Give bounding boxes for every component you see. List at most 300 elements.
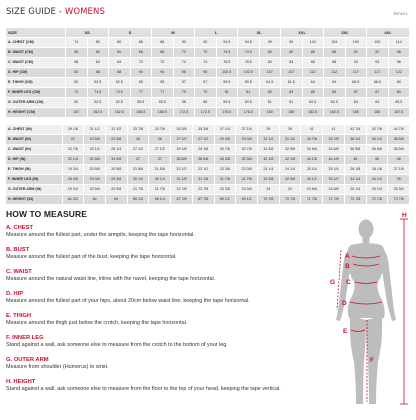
- table-cell: 27 1/8: [388, 165, 410, 175]
- table-cell: 81: [238, 88, 260, 98]
- table-cell: 33 1/2: [301, 175, 323, 185]
- table-cell: 182.5: [324, 108, 346, 118]
- row-label: A. CHEST (IN): [6, 125, 62, 135]
- size-header: 4XL: [367, 28, 410, 38]
- measure-text: Stand against a wall, ask someone else to measure from the crotch to the bottom of your leg.: [6, 342, 228, 348]
- table-cell: 22 1/2: [171, 165, 193, 175]
- how-to-measure-title: HOW TO MEASURE: [6, 209, 88, 219]
- table-cell: 187.5: [388, 108, 410, 118]
- table-cell: 94: [152, 68, 174, 78]
- table-cell: 32 1/4: [62, 155, 84, 165]
- measure-outer-arm: [6, 357, 306, 370]
- measure-text: Measure around the thigh just below the crotch, keeping the tape horizontal.: [6, 320, 188, 326]
- table-cell: 27 1/2: [149, 145, 171, 155]
- table-cell: 185: [345, 108, 367, 118]
- table-cell: 38 5/8: [388, 135, 410, 145]
- table-row: [6, 78, 410, 88]
- table-cell: 64: [109, 58, 131, 68]
- table-cell: 56: [66, 48, 88, 58]
- row-label: C. WAIST (CM): [6, 58, 66, 68]
- table-cell: 114: [388, 38, 410, 48]
- table-cell: 78.5: [238, 58, 260, 68]
- table-cell: 57: [173, 78, 195, 88]
- table-row: [6, 175, 410, 185]
- table-cell: 24: [279, 185, 301, 195]
- table-cell: 59.5: [238, 98, 260, 108]
- table-cell: 19 3/4: [62, 165, 84, 175]
- table-cell: 93: [345, 58, 367, 68]
- table-cell: 64: [87, 58, 109, 68]
- table-cell: 55: [152, 78, 174, 88]
- table-cell: 94: [130, 68, 152, 78]
- table-cell: 30 7/8: [236, 145, 258, 155]
- table-cell: 39: [257, 125, 279, 135]
- table-cell: 38 5/8: [192, 155, 214, 165]
- table-cell: 52.5: [87, 98, 109, 108]
- table-cell: 26 1/8: [344, 165, 366, 175]
- table-cell: 66.5: [345, 78, 367, 88]
- row-label: E. THIGH (IN): [6, 165, 62, 175]
- table-cell: 65.5: [388, 98, 410, 108]
- body-silhouette: [336, 220, 396, 405]
- table-cell: 36 1/4: [344, 135, 366, 145]
- table-cell: 38 5/8: [171, 155, 193, 165]
- marker-h: H: [402, 212, 407, 219]
- table-cell: 25 1/4: [84, 145, 106, 155]
- table-cell: 33 7/8: [127, 125, 149, 135]
- table-cell: 44 7/8: [388, 125, 410, 135]
- table-cell: 88: [324, 58, 346, 68]
- measure-heading: D. HIP: [6, 291, 24, 297]
- table-cell: 32 5/8: [257, 175, 279, 185]
- table-cell: 27 1/2: [127, 145, 149, 155]
- table-cell: 27 1/2: [171, 135, 193, 145]
- table-cell: 78.5: [216, 58, 238, 68]
- table-row: [6, 165, 410, 175]
- table-cell: 61.5: [281, 78, 303, 88]
- table-cell: 66 1/4: [127, 195, 149, 205]
- measure-heading: C. WAIST: [6, 269, 32, 275]
- table-cell: 46: [366, 155, 388, 165]
- table-cell: 86: [324, 48, 346, 58]
- table-cell: 23 3/8: [236, 165, 258, 175]
- table-cell: 55.5: [130, 98, 152, 108]
- table-cell: 52.5: [87, 78, 109, 88]
- row-label: A. CHEST (CM): [6, 38, 66, 48]
- table-cell: 19 3/4: [62, 185, 84, 195]
- table-cell: 157: [66, 108, 88, 118]
- table-cell: 185: [367, 108, 389, 118]
- table-cell: 81: [216, 88, 238, 98]
- table-cell: 74.5: [238, 48, 260, 58]
- table-row: [6, 48, 410, 58]
- page-header: [6, 7, 410, 21]
- table-cell: 32 5/8: [279, 145, 301, 155]
- row-label: C. WAIST (IN): [6, 145, 62, 155]
- table-cell: 57: [195, 78, 217, 88]
- marker-f: F: [370, 357, 374, 364]
- body-measurement-figure: [316, 212, 410, 417]
- measure-text: Measure from shoulder (Humerus) to wrist.: [6, 364, 109, 370]
- page-title: [6, 7, 410, 17]
- table-cell: 122: [388, 68, 410, 78]
- table-cell: 58: [66, 58, 88, 68]
- table-cell: 98: [173, 68, 195, 78]
- table-cell: 22 7/8: [171, 185, 193, 195]
- table-cell: 25 3/4: [388, 185, 410, 195]
- table-cell: 61.5: [259, 78, 281, 88]
- table-cell: 34 5/8: [105, 155, 127, 165]
- table-cell: 83: [281, 88, 303, 98]
- table-cell: 64: [324, 78, 346, 88]
- table-cell: 30 1/4: [127, 175, 149, 185]
- table-cell: 36 1/4: [366, 135, 388, 145]
- table-cell: 21 7/8: [127, 185, 149, 195]
- table-cell: 35 3/8: [171, 125, 193, 135]
- table-cell: 23 3/8: [214, 165, 236, 175]
- table-cell: 71 7/8: [323, 195, 345, 205]
- table-cell: 102.5: [238, 68, 260, 78]
- table-cell: 46: [344, 155, 366, 165]
- size-header: L: [195, 28, 238, 38]
- table-cell: 37: [127, 155, 149, 165]
- table-cell: 25 1/4: [323, 165, 345, 175]
- table-cell: 30 7/8: [214, 145, 236, 155]
- table-cell: 92: [367, 48, 389, 58]
- table-cell: 82: [66, 68, 88, 78]
- measure-text: Stand against a wall, ask someone else to measure from the floor to the top of your head, keeping the tape vertical.: [6, 386, 281, 392]
- size-header: M: [152, 28, 195, 38]
- table-row: [6, 145, 410, 155]
- table-cell: 88: [302, 58, 324, 68]
- table-cell: 29 3/8: [214, 135, 236, 145]
- table-cell: 80: [259, 48, 281, 58]
- table-cell: 59.5: [216, 98, 238, 108]
- table-cell: 29 3/8: [105, 175, 127, 185]
- size-table-in: [6, 125, 410, 205]
- table-cell: 27 1/2: [192, 135, 214, 145]
- marker-b: B: [345, 263, 350, 270]
- table-cell: 21 7/8: [149, 185, 171, 195]
- row-label: H. HEIGHT (IN): [6, 195, 62, 205]
- table-cell: 50: [66, 98, 88, 108]
- table-cell: 26: [127, 135, 149, 145]
- measure-bust: [6, 247, 306, 260]
- table-cell: 23 3/8: [236, 185, 258, 195]
- cm-table-body: [6, 38, 410, 118]
- table-cell: 70 7/8: [257, 195, 279, 205]
- table-row: [6, 98, 410, 108]
- table-cell: 85: [324, 88, 346, 98]
- table-cell: 182.5: [302, 108, 324, 118]
- table-cell: 25 1/4: [366, 185, 388, 195]
- table-cell: 90: [195, 38, 217, 48]
- table-cell: 87: [367, 88, 389, 98]
- table-row: [6, 58, 410, 68]
- title-prefix: SIZE GUIDE -: [6, 7, 65, 17]
- table-cell: 48: [388, 155, 410, 165]
- table-cell: 70: [152, 58, 174, 68]
- size-unit-label: SIZE: [6, 28, 66, 38]
- table-cell: 37 1/4: [214, 125, 236, 135]
- size-header: XL: [238, 28, 281, 38]
- table-cell: 52.5: [109, 78, 131, 88]
- table-cell: 34 1/4: [366, 175, 388, 185]
- table-cell: 117: [345, 68, 367, 78]
- table-cell: 62.5: [302, 98, 324, 108]
- table-cell: 24 5/8: [301, 185, 323, 195]
- table-cell: 20 5/8: [84, 185, 106, 195]
- table-cell: 88: [109, 68, 131, 78]
- table-cell: 31 1/2: [84, 125, 106, 135]
- table-cell: 61: [281, 98, 303, 108]
- table-cell: 80: [87, 38, 109, 48]
- table-cell: 72 7/8: [344, 195, 366, 205]
- table-cell: 52.5: [109, 98, 131, 108]
- table-cell: 74: [195, 58, 217, 68]
- marker-c: C: [346, 279, 351, 286]
- table-row: [6, 88, 410, 98]
- measure-text: Measure around the natural waist line, inline with the navel, keeping the tape horizontal.: [6, 276, 216, 282]
- measure-text: Measure around the fullest part of your hips, about 20cm below waist line, keeping the tape horizontal.: [6, 298, 250, 304]
- table-cell: 33 7/8: [323, 135, 345, 145]
- measure-heading: G. OUTER ARM: [6, 357, 49, 363]
- table-cell: 25 1/4: [105, 145, 127, 155]
- table-cell: 28 3/8: [62, 175, 84, 185]
- table-cell: 102.5: [216, 68, 238, 78]
- table-cell: 40 3/8: [214, 155, 236, 165]
- table-cell: 32 5/8: [257, 145, 279, 155]
- table-row: [6, 195, 410, 205]
- row-label: D. HIP (IN): [6, 155, 62, 165]
- table-cell: 71 7/8: [301, 195, 323, 205]
- table-cell: 73 7/8: [388, 195, 410, 205]
- row-label: F. INNER LEG (CM): [6, 88, 66, 98]
- table-cell: 74.5: [109, 88, 131, 98]
- table-cell: 117: [367, 68, 389, 78]
- table-cell: 29 1/8: [192, 145, 214, 155]
- table-cell: 85: [302, 88, 324, 98]
- measure-heading: B. BUST: [6, 247, 30, 253]
- table-cell: 64: [84, 195, 106, 205]
- table-cell: 38 5/8: [388, 145, 410, 155]
- row-label: B. WAIST (IN): [6, 135, 62, 145]
- measure-heading: F. INNER LEG: [6, 335, 44, 341]
- row-label: F. INNER LEG (IN): [6, 175, 62, 185]
- table-cell: 25 1/4: [344, 185, 366, 195]
- table-cell: 168.5: [130, 108, 152, 118]
- table-cell: 34 5/8: [301, 145, 323, 155]
- table-cell: 34 5/8: [323, 145, 345, 155]
- table-cell: 31 1/2: [279, 135, 301, 145]
- table-cell: 36 5/8: [344, 145, 366, 155]
- table-cell: 58: [195, 98, 217, 108]
- brand-mark: REVO1: [393, 11, 408, 16]
- table-cell: 44 1/8: [323, 155, 345, 165]
- table-cell: 94.5: [238, 38, 260, 48]
- table-cell: 67 7/8: [192, 195, 214, 205]
- table-cell: 37 1/4: [236, 125, 258, 135]
- table-cell: 29 3/8: [84, 175, 106, 185]
- table-cell: 86: [152, 38, 174, 48]
- table-cell: 31 1/2: [105, 125, 127, 135]
- measure-inner-leg: [6, 335, 306, 348]
- measure-heading: H. HEIGHT: [6, 379, 36, 385]
- row-label: E. THIGH (CM): [6, 78, 66, 88]
- table-cell: 70: [173, 48, 195, 58]
- table-cell: 86: [302, 48, 324, 58]
- table-cell: 33 7/8: [149, 125, 171, 135]
- size-table-cm: [6, 28, 410, 118]
- table-cell: 37: [149, 155, 171, 165]
- table-cell: 77: [152, 88, 174, 98]
- table-cell: 50: [66, 78, 88, 88]
- measure-height: [6, 379, 306, 392]
- table-cell: 33 7/8: [301, 135, 323, 145]
- table-cell: 89: [388, 88, 410, 98]
- table-cell: 69: [388, 78, 410, 88]
- table-cell: 60: [109, 48, 131, 58]
- row-label: G. OUTER ARM (CM): [6, 98, 66, 108]
- table-cell: 40 3/8: [236, 155, 258, 165]
- table-cell: 25 1/4: [301, 165, 323, 175]
- measure-thigh: [6, 313, 306, 326]
- table-cell: 74.5: [216, 48, 238, 58]
- table-cell: 90: [173, 38, 195, 48]
- table-cell: 35 3/8: [192, 125, 214, 135]
- table-cell: 39: [279, 125, 301, 135]
- size-header: S: [109, 28, 152, 38]
- measure-chest: [6, 225, 306, 238]
- table-cell: 24 1/4: [279, 165, 301, 175]
- table-cell: 79: [173, 88, 195, 98]
- table-cell: 176.5: [238, 108, 260, 118]
- table-cell: 26 1/8: [366, 165, 388, 175]
- table-cell: 180: [259, 108, 281, 118]
- table-cell: 30 1/4: [149, 175, 171, 185]
- table-cell: 104: [302, 38, 324, 48]
- table-cell: 80: [109, 38, 131, 48]
- table-cell: 22 1/2: [192, 165, 214, 175]
- table-cell: 34 5/8: [84, 155, 106, 165]
- table-cell: 180: [281, 108, 303, 118]
- table-cell: 66: [152, 48, 174, 58]
- table-cell: 20 5/8: [105, 165, 127, 175]
- table-cell: 70: [195, 48, 217, 58]
- table-cell: 59.5: [238, 78, 260, 88]
- table-cell: 162.5: [87, 108, 109, 118]
- table-cell: 64: [302, 78, 324, 88]
- table-cell: 29 1/8: [171, 145, 193, 155]
- table-cell: 21 5/8: [149, 165, 171, 175]
- table-cell: 55.5: [152, 98, 174, 108]
- table-cell: 31 7/8: [236, 175, 258, 185]
- table-cell: 98: [388, 58, 410, 68]
- table-cell: 77: [130, 88, 152, 98]
- table-row: [6, 108, 410, 118]
- table-cell: 66 1/4: [149, 195, 171, 205]
- table-cell: 41: [323, 125, 345, 135]
- table-cell: 66.5: [367, 78, 389, 88]
- table-row: [6, 155, 410, 165]
- table-cell: 172.5: [173, 108, 195, 118]
- row-label: G. OUTER ARM (IN): [6, 185, 62, 195]
- table-cell: 35: [388, 175, 410, 185]
- table-cell: 72: [66, 88, 88, 98]
- table-cell: 86: [130, 38, 152, 48]
- table-cell: 83: [281, 58, 303, 68]
- table-cell: 64: [367, 98, 389, 108]
- table-cell: 104: [324, 38, 346, 48]
- table-cell: 98: [388, 48, 410, 58]
- table-cell: 107: [281, 68, 303, 78]
- table-cell: 109: [367, 38, 389, 48]
- table-cell: 67 7/8: [171, 195, 193, 205]
- table-cell: 69 1/2: [236, 195, 258, 205]
- measure-text: Measure around the fullest part, under the armpits, keeping the tape horizontal.: [6, 232, 195, 238]
- measure-waist: [6, 269, 306, 282]
- table-cell: 44 1/8: [301, 155, 323, 165]
- table-cell: 70 7/8: [279, 195, 301, 205]
- table-cell: 42 1/8: [257, 155, 279, 165]
- table-cell: 72 7/8: [366, 195, 388, 205]
- table-row: [6, 185, 410, 195]
- in-table-body: [6, 125, 410, 205]
- marker-a: A: [345, 253, 350, 260]
- table-row: [6, 68, 410, 78]
- table-cell: 29 3/8: [236, 135, 258, 145]
- table-cell: 26: [149, 135, 171, 145]
- table-cell: 33 1/2: [323, 175, 345, 185]
- table-cell: 60: [87, 48, 109, 58]
- table-cell: 34 1/4: [344, 175, 366, 185]
- measure-text: Measure around the fullest part of the bust, keeping the tape horizontal.: [6, 254, 177, 260]
- table-cell: 112: [324, 68, 346, 78]
- marker-d: D: [342, 300, 347, 307]
- table-cell: 55: [130, 78, 152, 88]
- size-header: 3XL: [324, 28, 367, 38]
- measure-hip: [6, 291, 306, 304]
- table-cell: 92: [345, 48, 367, 58]
- table-cell: 99: [281, 38, 303, 48]
- table-cell: 42 7/8: [366, 125, 388, 135]
- table-cell: 31 7/8: [214, 175, 236, 185]
- table-cell: 176.5: [216, 108, 238, 118]
- table-cell: 24 5/8: [323, 185, 345, 195]
- table-cell: 109: [345, 38, 367, 48]
- table-cell: 61: [259, 98, 281, 108]
- table-cell: 20 5/8: [105, 185, 127, 195]
- table-row: [6, 135, 410, 145]
- table-cell: 32 5/8: [279, 175, 301, 185]
- table-cell: 107: [259, 68, 281, 78]
- table-cell: 42 7/8: [344, 125, 366, 135]
- table-cell: 22: [62, 135, 84, 145]
- table-cell: 69 1/2: [214, 195, 236, 205]
- table-cell: 23 5/8: [84, 135, 106, 145]
- table-row: [6, 38, 410, 48]
- table-cell: 74: [66, 38, 88, 48]
- row-label: B. WAIST (CM): [6, 48, 66, 58]
- table-cell: 70: [130, 58, 152, 68]
- table-cell: 24: [257, 185, 279, 195]
- table-cell: 98: [195, 68, 217, 78]
- table-cell: 87: [345, 88, 367, 98]
- table-cell: 99: [259, 38, 281, 48]
- table-cell: 31 1/8: [192, 175, 214, 185]
- marker-g: G: [330, 279, 336, 286]
- table-cell: 162.5: [109, 108, 131, 118]
